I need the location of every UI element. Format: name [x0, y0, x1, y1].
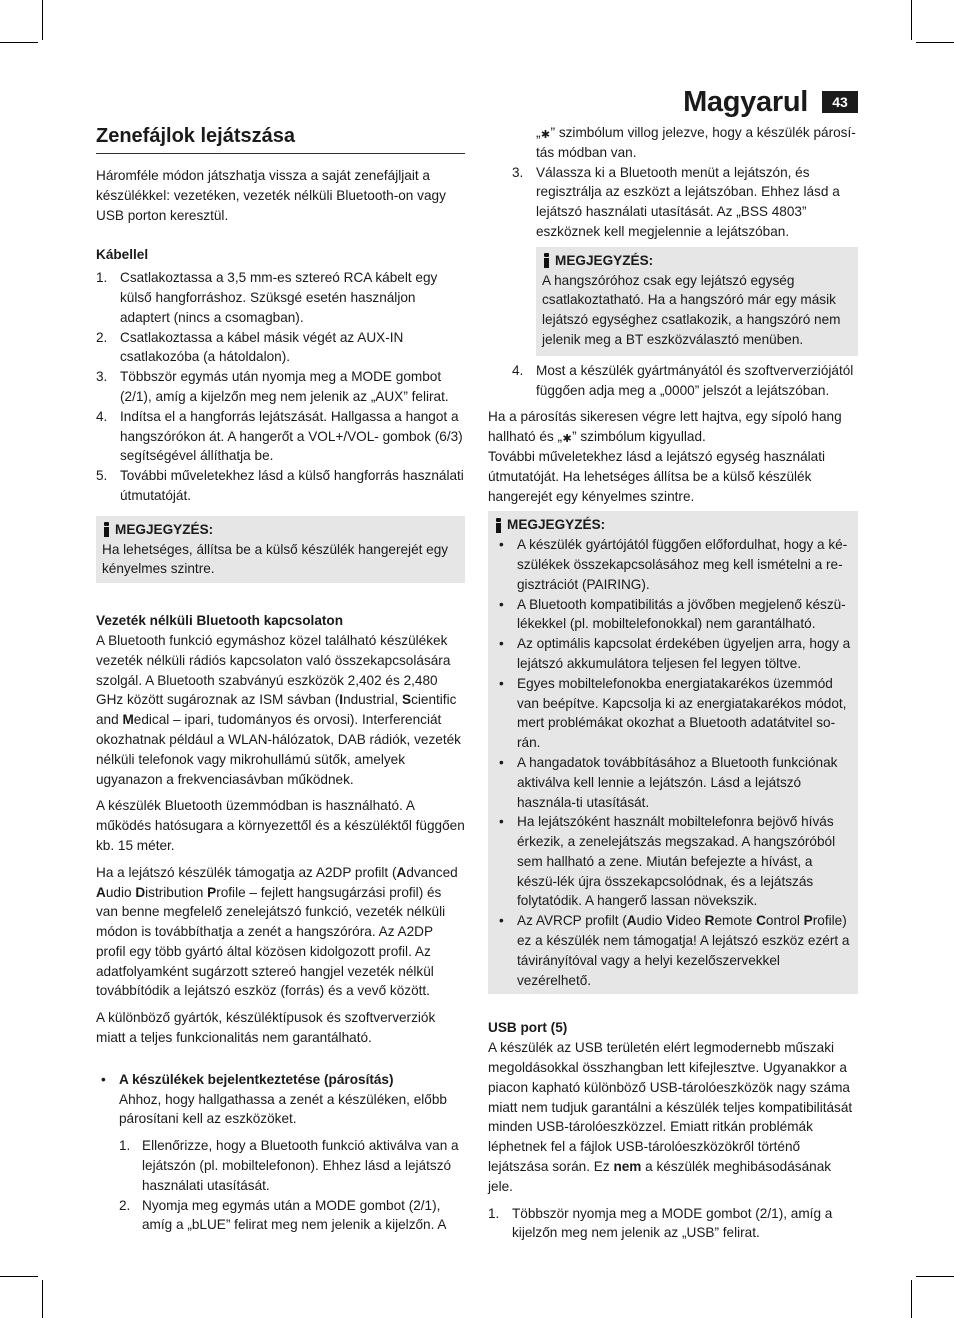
page-language-title: Magyarul	[683, 86, 808, 118]
crop-mark	[916, 1276, 954, 1277]
pairing-steps-continued	[488, 123, 858, 242]
info-icon	[102, 522, 111, 537]
list-item: • Az optimális kapcsolat érdekében ügyeljen arra, hogy a lejátszó akkumulátora teljesen fel legyen töltve.	[499, 636, 851, 671]
note-box: MEGJEGYZÉS: A hangszóróhoz csak egy lejátszó egység csatlakoztatható. Ha a hangszóró már egy másik lejátszó egységhez csatlakozik, a hangszóró nem jelenik meg a BT eszközválasztó menüben.	[536, 247, 858, 356]
list-item: 1. Többször nyomja meg a MODE gombot (2/1), amíg a kijelzőn meg nem jelenik az „USB” felirat.	[488, 1205, 833, 1241]
bluetooth-icon: ✱	[562, 433, 572, 446]
pairing-result-paragraph: Ha a párosítás sikeresen végre lett hajtva, egy sípoló hang hallható és „✱” szimbólum kigyullad.	[488, 409, 842, 446]
note-box: MEGJEGYZÉS: Ha lehetséges, állítsa be a külső készülék hangerejét egy kényelmes szintre.	[96, 516, 465, 583]
list-item: 3. Válassza ki a Bluetooth menüt a lejátszón, és regisztrálja az eszközt a lejátszóban. Ehhez lásd a lejátszó használati utasítását. Az „BSS 4803” eszköznek kell megjelennie a lejátszóban.	[512, 164, 840, 239]
page-number: 43	[822, 91, 858, 113]
intro-paragraph: Háromféle módon játszhatja vissza a saját zenefájljait a készülékkel: vezetéken, vezeték nélküli Bluetooth-on vagy USB porton keresztül.	[96, 168, 446, 223]
crop-mark	[911, 0, 912, 40]
usb-heading: USB port (5)	[488, 1020, 568, 1036]
note-text: A hangszóróhoz csak egy lejátszó egység csatlakoztatható. Ha a hangszóró már egy másik lejátszó egységhez csatlakozik, a hangszóró nem jelenik meg a BT eszközválasztó menüben.	[542, 272, 841, 347]
bluetooth-paragraph: A különböző gyártók, készüléktípusok és szoftververziók miatt a teljes funkcionalitás nem garantálható.	[96, 1010, 436, 1046]
bluetooth-paragraph: A készülék Bluetooth üzemmódban is használható. A működés hatósugara a környezettől és a készüléktől függően kb. 15 méter.	[96, 798, 465, 853]
pairing-steps-continued	[488, 361, 858, 401]
left-column	[96, 122, 465, 1235]
list-item: • A hangadatok továbbításához a Bluetooth funkciónak aktiválva kell lennie a lejátszón. Lásd a lejátszó használa-ti utasítását.	[499, 754, 838, 810]
list-item: • A készülékek bejelentkeztetése (párosítás) Ahhoz, hogy hallgathassa a zenét a készüléken, előbb párosítani kell az eszközöket. 1. Ellenőrizze, hogy a Bluetooth funkció aktiválva van a lejátszón (pl. mobiltelefonon). Ehhez lásd a lejátszó használati utasítását. 2. Nyomja meg egymás után a MODE gombot (2/1), amíg a „bLUE” felirat meg nem jelenik a kijelzőn. A	[96, 1070, 465, 1235]
list-item: 2. Nyomja meg egymás után a MODE gombot (2/1), amíg a „bLUE” felirat meg nem jelenik a kijelzőn. A	[119, 1197, 447, 1233]
bluetooth-paragraph: A Bluetooth funkció egymáshoz közel található készülékek vezeték nélküli rádiós kapcsolaton való összekapcsolására szolgál. A Bluetooth szabványú eszközök 2,402 és 2,480 GHz között sugároznak az ISM sávban (Industrial, Scientific and Medical – ipari, tudományos és orvosi). Interferenciát okozhatnak például a WLAN-hálózatok, DAB rádiók, vezeték nélküli telefonok vagy mikrohullámú sütők, amelyek ugyanazon a frekvenciasávban működnek.	[96, 632, 461, 787]
crop-mark	[42, 1280, 43, 1318]
list-item: • A Bluetooth kompatibilitás a jövőben megjelenő készü-lékekkel (pl. mobiltelefonokkal) nem garantálható.	[499, 596, 846, 632]
note-list	[494, 535, 852, 990]
note-text: Ha lehetséges, állítsa be a külső készülék hangerejét egy kényelmes szintre.	[102, 541, 449, 577]
bluetooth-icon: ✱	[540, 129, 551, 141]
list-item: 3. Többször egymás után nyomja meg a MODE gombot (2/1), amíg a kijelzőn meg nem jelenik az „AUX” felirat.	[96, 369, 449, 404]
pairing-result-paragraph: További műveletekhez lásd a lejátszó egység használati útmutatóját. Ha lehetséges állítsa be a külső készülék hangerejét egy kényelmes szintre.	[488, 448, 826, 504]
crop-mark	[916, 42, 954, 43]
section-title: Zenefájlok lejátszása	[96, 122, 465, 154]
usb-steps	[488, 1204, 858, 1244]
bluetooth-paragraph: Ha a lejátszó készülék támogatja az A2DP profilt (Advanced Audio Distribution Profile – fejlett hangsugárzási profil) és van benne megfelelő zenelejátszó funkció, vezeték nélküli módon is továbbíthatja a zenét a hangszóróra. Az A2DP profil egy több gyártó által közösen kidolgozott profil. Az adatfolyamként sugárzott sztereó hangjel vezeték nélkül továbbítódik a lejátszó eszköz (forrás) és a vevő között.	[96, 864, 458, 999]
pairing-heading: A készülékek bejelentkeztetése (párosítás)	[119, 1071, 394, 1087]
list-item: 4. Indítsa el a hangforrás lejátszását. Hallgassa a hangot a hangszórókon át. A hangerőt a VOL+/VOL- gombok (6/3) segítségével állíthatja be.	[96, 408, 463, 464]
right-column	[488, 123, 858, 1243]
bluetooth-heading: Vezeték nélküli Bluetooth kapcsolaton	[96, 613, 344, 629]
note-box: MEGJEGYZÉS: • A készülék gyártójától függően előfordulhat, hogy a ké-szülékek összekapcsolásához meg kell ismételni a re-gisztrációt (PAIRING). • A Bluetooth kompatibilitás a jövőben megjelenő készü-lékekkel (pl. mobiltelefonokkal) nem garantálható. • Az optimális kapcsolat érdekében ügyeljen arra, hogy a lejátszó akkumulátora teljesen fel legyen töltve. • Egyes mobiltelefonokba energiatakarékos üzemmód van beépítve. Kapcsolja ki az energiatakarékos módot, mert problémákat okozhat a Bluetooth adatátvitel so-rán. • A hangadatok továbbításához a Bluetooth funkciónak aktiválva kell lennie a lejátszón. Lásd a lejátszó használa-ti utasítását. • Ha lejátszóként használt mobiltelefonra bejövő hívás érkezik, a zenelejátszás megszakad. A hangszóróból sem hallható a zene. Miután befejezte a hívást, a készü-lék újra összekapcsolódnak, és a lejátszás folytatódik. A hangerő lassan növekszik. • Az AVRCP profilt (Audio Video Remote Control Profile) ez a készülék nem támogatja! A lejátszó eszköz ezért a távirányítóval vagy a helyi kezelőszervekkel vezérelhető.	[488, 511, 858, 994]
list-item: • Egyes mobiltelefonokba energiatakarékos üzemmód van beépítve. Kapcsolja ki az energiatakarékos módot, mert problémákat okozhat a Bluetooth adatátvitel so-rán.	[499, 675, 847, 751]
list-item: • A készülék gyártójától függően előfordulhat, hogy a ké-szülékek összekapcsolásához meg kell ismételni a re-gisztrációt (PAIRING).	[499, 537, 848, 592]
info-icon	[494, 518, 503, 533]
crop-mark	[0, 1276, 38, 1277]
list-item: 1. Csatlakoztassa a 3,5 mm-es sztereó RCA kábelt egy külső hangforráshoz. Szüksgé esetén használjon adaptert (nincs a csomagban).	[96, 270, 438, 325]
list-item: • Ha lejátszóként használt mobiltelefonra bejövő hívás érkezik, a zenelejátszás megszakad. A hangszóróból sem hallható a zene. Miután befejezte a hívást, a készü-lék újra összekapcsolódnak, és a lejátszás folytatódik. A hangerő lassan növekszik.	[499, 814, 836, 909]
pairing-steps	[119, 1136, 465, 1235]
pairing-section	[96, 1070, 465, 1235]
list-item: „✱” szimbólum villog jelezve, hogy a készülék párosí-tás módban van.	[536, 125, 856, 160]
cable-steps	[96, 268, 465, 506]
list-item: 2. Csatlakoztassa a kábel másik végét az AUX-IN csatlakozóba (a hátoldalon).	[96, 329, 404, 365]
list-item: • Az AVRCP profilt (Audio Video Remote Control Profile) ez a készülék nem támogatja! A lejátszó eszköz ezért a távirányítóval vagy a helyi kezelőszervekkel vezérelhető.	[499, 913, 850, 988]
crop-mark	[42, 0, 43, 40]
list-item: 1. Ellenőrizze, hogy a Bluetooth funkció aktiválva van a lejátszón (pl. mobiltelefonon). Ehhez lásd a lejátszó használati utasítását.	[119, 1138, 459, 1193]
info-icon	[542, 253, 551, 268]
crop-mark	[911, 1280, 912, 1318]
list-item: 4. Most a készülék gyártmányától és szoftververziójától függően adja meg a „0000” jelszót a lejátszóban.	[512, 362, 854, 398]
pairing-intro: Ahhoz, hogy hallgathassa a zenét a készüléken, előbb párosítani kell az eszközöket.	[119, 1091, 447, 1127]
usb-paragraph: A készülék az USB területén elért legmodernebb műszaki megoldásokkal összhangban lett kifejlesztve. Ugyanakkor a piacon kapható különböző USB-tárolóeszközök nagy száma miatt nem tudjuk garantálni a készülék teljes kompatibilitását minden USB-tárolóeszközzel. Emiatt ritkán problémák léphetnek fel a fájlok USB-tárolóeszközökről történő lejátszása során. Ez nem a készülék meghibásodásának jele.	[488, 1040, 853, 1194]
cable-heading: Kábellel	[96, 247, 149, 263]
crop-mark	[0, 42, 38, 43]
list-item: 5. További műveletekhez lásd a külső hangforrás használati útmutatóját.	[96, 468, 464, 503]
